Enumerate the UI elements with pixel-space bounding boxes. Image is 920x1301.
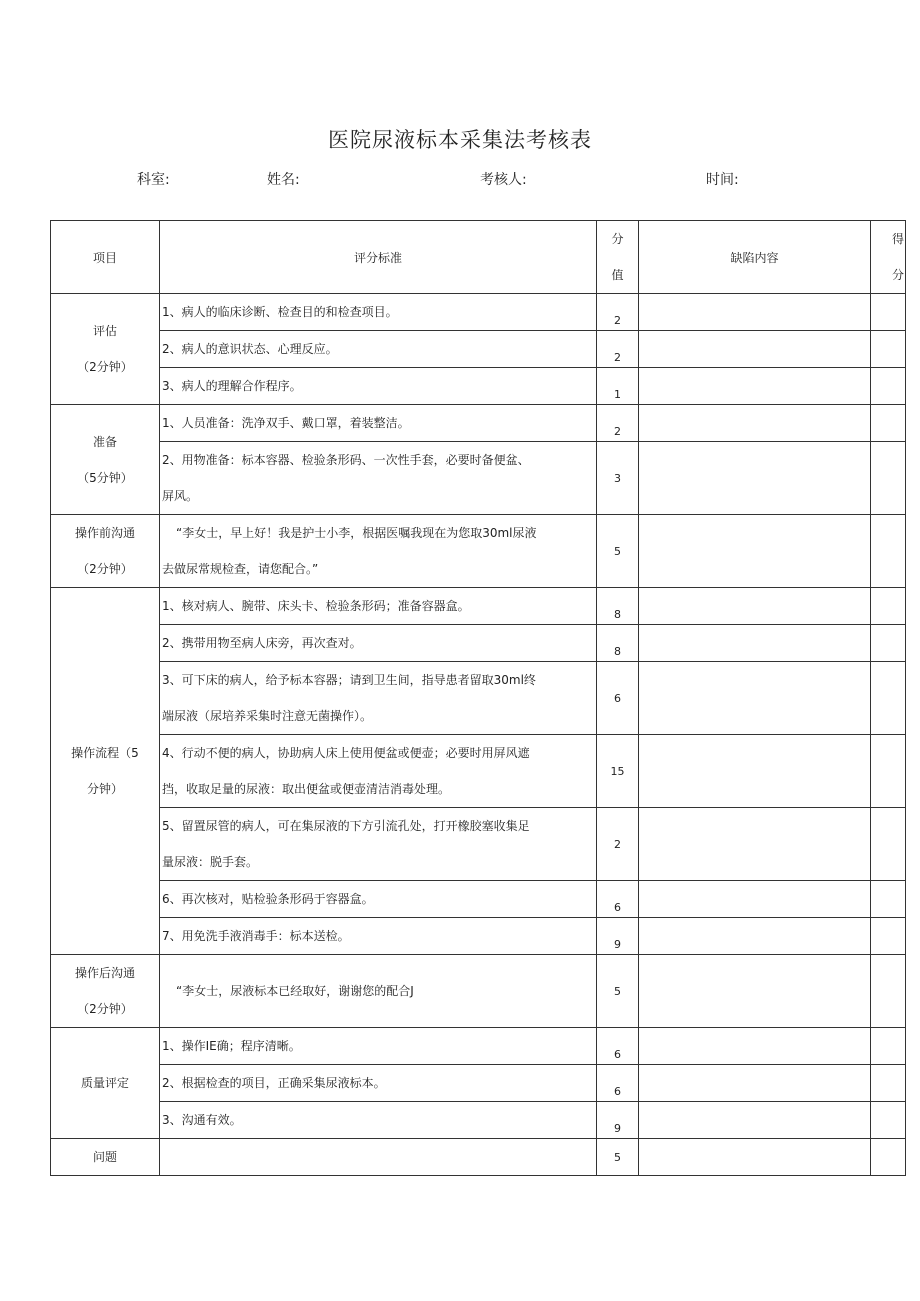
assessment-table <box>50 220 906 1176</box>
category-process <box>51 588 160 955</box>
table-row <box>51 405 906 442</box>
table-row <box>51 881 906 918</box>
got-cell[interactable] <box>871 808 906 881</box>
score-value: 6 <box>597 1028 639 1065</box>
defect-cell[interactable] <box>639 881 871 918</box>
category-assess <box>51 294 160 405</box>
score-value: 2 <box>597 808 639 881</box>
criteria-text: 2、病人的意识状态、心理反应。 <box>160 331 597 368</box>
got-cell[interactable] <box>871 1139 906 1176</box>
score-value: 2 <box>597 294 639 331</box>
score-value: 2 <box>597 331 639 368</box>
criteria-text <box>160 808 597 881</box>
score-value: 6 <box>597 881 639 918</box>
score-value: 3 <box>597 442 639 515</box>
defect-cell[interactable] <box>639 294 871 331</box>
score-value: 6 <box>597 1065 639 1102</box>
table-row <box>51 1139 906 1176</box>
category-duration: （2分钟） <box>77 1002 133 1016</box>
criteria-text[interactable] <box>160 1139 597 1176</box>
table-row <box>51 331 906 368</box>
defect-cell[interactable] <box>639 442 871 515</box>
criteria-line: 3、可下床的病人，给予标本容器；请到卫生间，指导患者留取30ml终 <box>162 673 536 687</box>
category-duration: （2分钟） <box>77 360 133 374</box>
header-row <box>51 221 906 294</box>
got-cell[interactable] <box>871 331 906 368</box>
table-row <box>51 1028 906 1065</box>
got-cell[interactable] <box>871 405 906 442</box>
score-value: 15 <box>597 735 639 808</box>
defect-cell[interactable] <box>639 405 871 442</box>
header-got <box>871 221 906 294</box>
category-label-cont: 分钟） <box>86 782 123 796</box>
table-row <box>51 1065 906 1102</box>
header-got-line1: 得 <box>891 232 904 246</box>
score-value: 2 <box>597 405 639 442</box>
criteria-text: 1、操作IE确；程序清晰。 <box>160 1028 597 1065</box>
criteria-line: 5、留置尿管的病人，可在集尿液的下方引流孔处，打开橡胶塞收集足 <box>162 819 530 833</box>
category-label: 准备 <box>92 434 117 449</box>
got-cell[interactable] <box>871 735 906 808</box>
got-cell[interactable] <box>871 955 906 1028</box>
category-label: 操作前沟通 <box>74 526 135 540</box>
score-value: 5 <box>597 1139 639 1176</box>
got-cell[interactable] <box>871 1102 906 1139</box>
table-row <box>51 808 906 881</box>
got-cell[interactable] <box>871 515 906 588</box>
category-label: 评估 <box>92 324 117 338</box>
criteria-text: 2、根据检查的项目，正确采集尿液标本。 <box>160 1065 597 1102</box>
defect-cell[interactable] <box>639 1065 871 1102</box>
category-pre-comm <box>51 515 160 588</box>
table-row <box>51 1102 906 1139</box>
table-row <box>51 662 906 735</box>
category-quality: 质量评定 <box>51 1028 160 1139</box>
category-label: 操作后沟通 <box>74 966 135 980</box>
category-label: 操作流程（5 <box>71 746 139 760</box>
examiner-label: 考核人: <box>480 172 527 188</box>
header-got-line2: 分 <box>891 268 904 282</box>
got-cell[interactable] <box>871 294 906 331</box>
header-defect: 缺陷内容 <box>639 221 871 294</box>
defect-cell[interactable] <box>639 918 871 955</box>
header-score-line1: 分 <box>611 232 624 246</box>
score-value: 1 <box>597 368 639 405</box>
table-row <box>51 735 906 808</box>
defect-cell[interactable] <box>639 515 871 588</box>
table-row <box>51 442 906 515</box>
criteria-text: 1、核对病人、腕带、床头卡、检验条形码；准备容器盒。 <box>160 588 597 625</box>
got-cell[interactable] <box>871 918 906 955</box>
criteria-text <box>160 515 597 588</box>
criteria-text: 7、用免洗手液消毒手：标本送检。 <box>160 918 597 955</box>
criteria-text <box>160 662 597 735</box>
page-title: 医院尿液标本采集法考核表 <box>328 128 592 152</box>
category-prepare <box>51 405 160 515</box>
table-row <box>51 515 906 588</box>
defect-cell[interactable] <box>639 331 871 368</box>
score-value: 6 <box>597 662 639 735</box>
table-row <box>51 955 906 1028</box>
defect-cell[interactable] <box>639 588 871 625</box>
name-label: 姓名: <box>267 172 300 188</box>
criteria-text: 1、人员准备：洗净双手、戴口罩，着装整洁。 <box>160 405 597 442</box>
got-cell[interactable] <box>871 588 906 625</box>
criteria-line: 量尿液：脱手套。 <box>162 855 259 869</box>
criteria-text: 1、病人的临床诊断、检查目的和检查项目。 <box>160 294 597 331</box>
got-cell[interactable] <box>871 662 906 735</box>
defect-cell[interactable] <box>639 625 871 662</box>
department-label: 科室: <box>137 172 170 188</box>
criteria-line: 2、用物准备：标本容器、检验条形码、一次性手套，必要时备便盆、 <box>162 453 530 467</box>
criteria-line: “李女士，尿液标本已经取好，谢谢您的配合J <box>176 984 414 998</box>
score-value: 8 <box>597 625 639 662</box>
header-criteria: 评分标准 <box>160 221 597 294</box>
got-cell[interactable] <box>871 881 906 918</box>
got-cell[interactable] <box>871 442 906 515</box>
category-duration: （2分钟） <box>77 562 133 576</box>
defect-cell[interactable] <box>639 808 871 881</box>
criteria-text: 3、沟通有效。 <box>160 1102 597 1139</box>
score-value: 5 <box>597 955 639 1028</box>
score-value: 9 <box>597 918 639 955</box>
category-post-comm <box>51 955 160 1028</box>
criteria-line: 端尿液（尿培养采集时注意无菌操作）。 <box>162 709 373 723</box>
criteria-text: 3、病人的理解合作程序。 <box>160 368 597 405</box>
got-cell[interactable] <box>871 625 906 662</box>
header-item: 项目 <box>51 221 160 294</box>
time-label: 时间: <box>706 172 739 188</box>
defect-cell[interactable] <box>639 735 871 808</box>
defect-cell[interactable] <box>639 368 871 405</box>
got-cell[interactable] <box>871 368 906 405</box>
table-row <box>51 368 906 405</box>
got-cell[interactable] <box>871 1028 906 1065</box>
criteria-line: 屏风。 <box>162 489 199 503</box>
category-duration: （5分钟） <box>77 470 133 485</box>
defect-cell[interactable] <box>639 1139 871 1176</box>
defect-cell[interactable] <box>639 955 871 1028</box>
criteria-line: “李女士，早上好！我是护士小李，根据医嘱我现在为您取30ml尿液 <box>176 526 537 540</box>
criteria-text: 6、再次核对，贴检验条形码于容器盒。 <box>160 881 597 918</box>
defect-cell[interactable] <box>639 1028 871 1065</box>
header-score <box>597 221 639 294</box>
defect-cell[interactable] <box>639 1102 871 1139</box>
category-question: 问题 <box>51 1139 160 1176</box>
criteria-text <box>160 442 597 515</box>
criteria-line: 4、行动不便的病人，协助病人床上使用便盆或便壶；必要时用屏风遮 <box>162 746 530 760</box>
got-cell[interactable] <box>871 1065 906 1102</box>
table-row <box>51 625 906 662</box>
score-value: 9 <box>597 1102 639 1139</box>
table-row <box>51 294 906 331</box>
defect-cell[interactable] <box>639 662 871 735</box>
score-value: 8 <box>597 588 639 625</box>
score-value: 5 <box>597 515 639 588</box>
criteria-text <box>160 735 597 808</box>
criteria-line: 去做尿常规检查，请您配合。” <box>162 562 319 576</box>
criteria-text <box>160 955 597 1028</box>
criteria-text: 2、携带用物至病人床旁，再次查对。 <box>160 625 597 662</box>
criteria-line: 挡，收取足量的尿液：取出便盆或便壶清洁消毒处理。 <box>162 782 451 796</box>
header-score-line2: 值 <box>611 268 624 282</box>
table-row <box>51 588 906 625</box>
table-row <box>51 918 906 955</box>
